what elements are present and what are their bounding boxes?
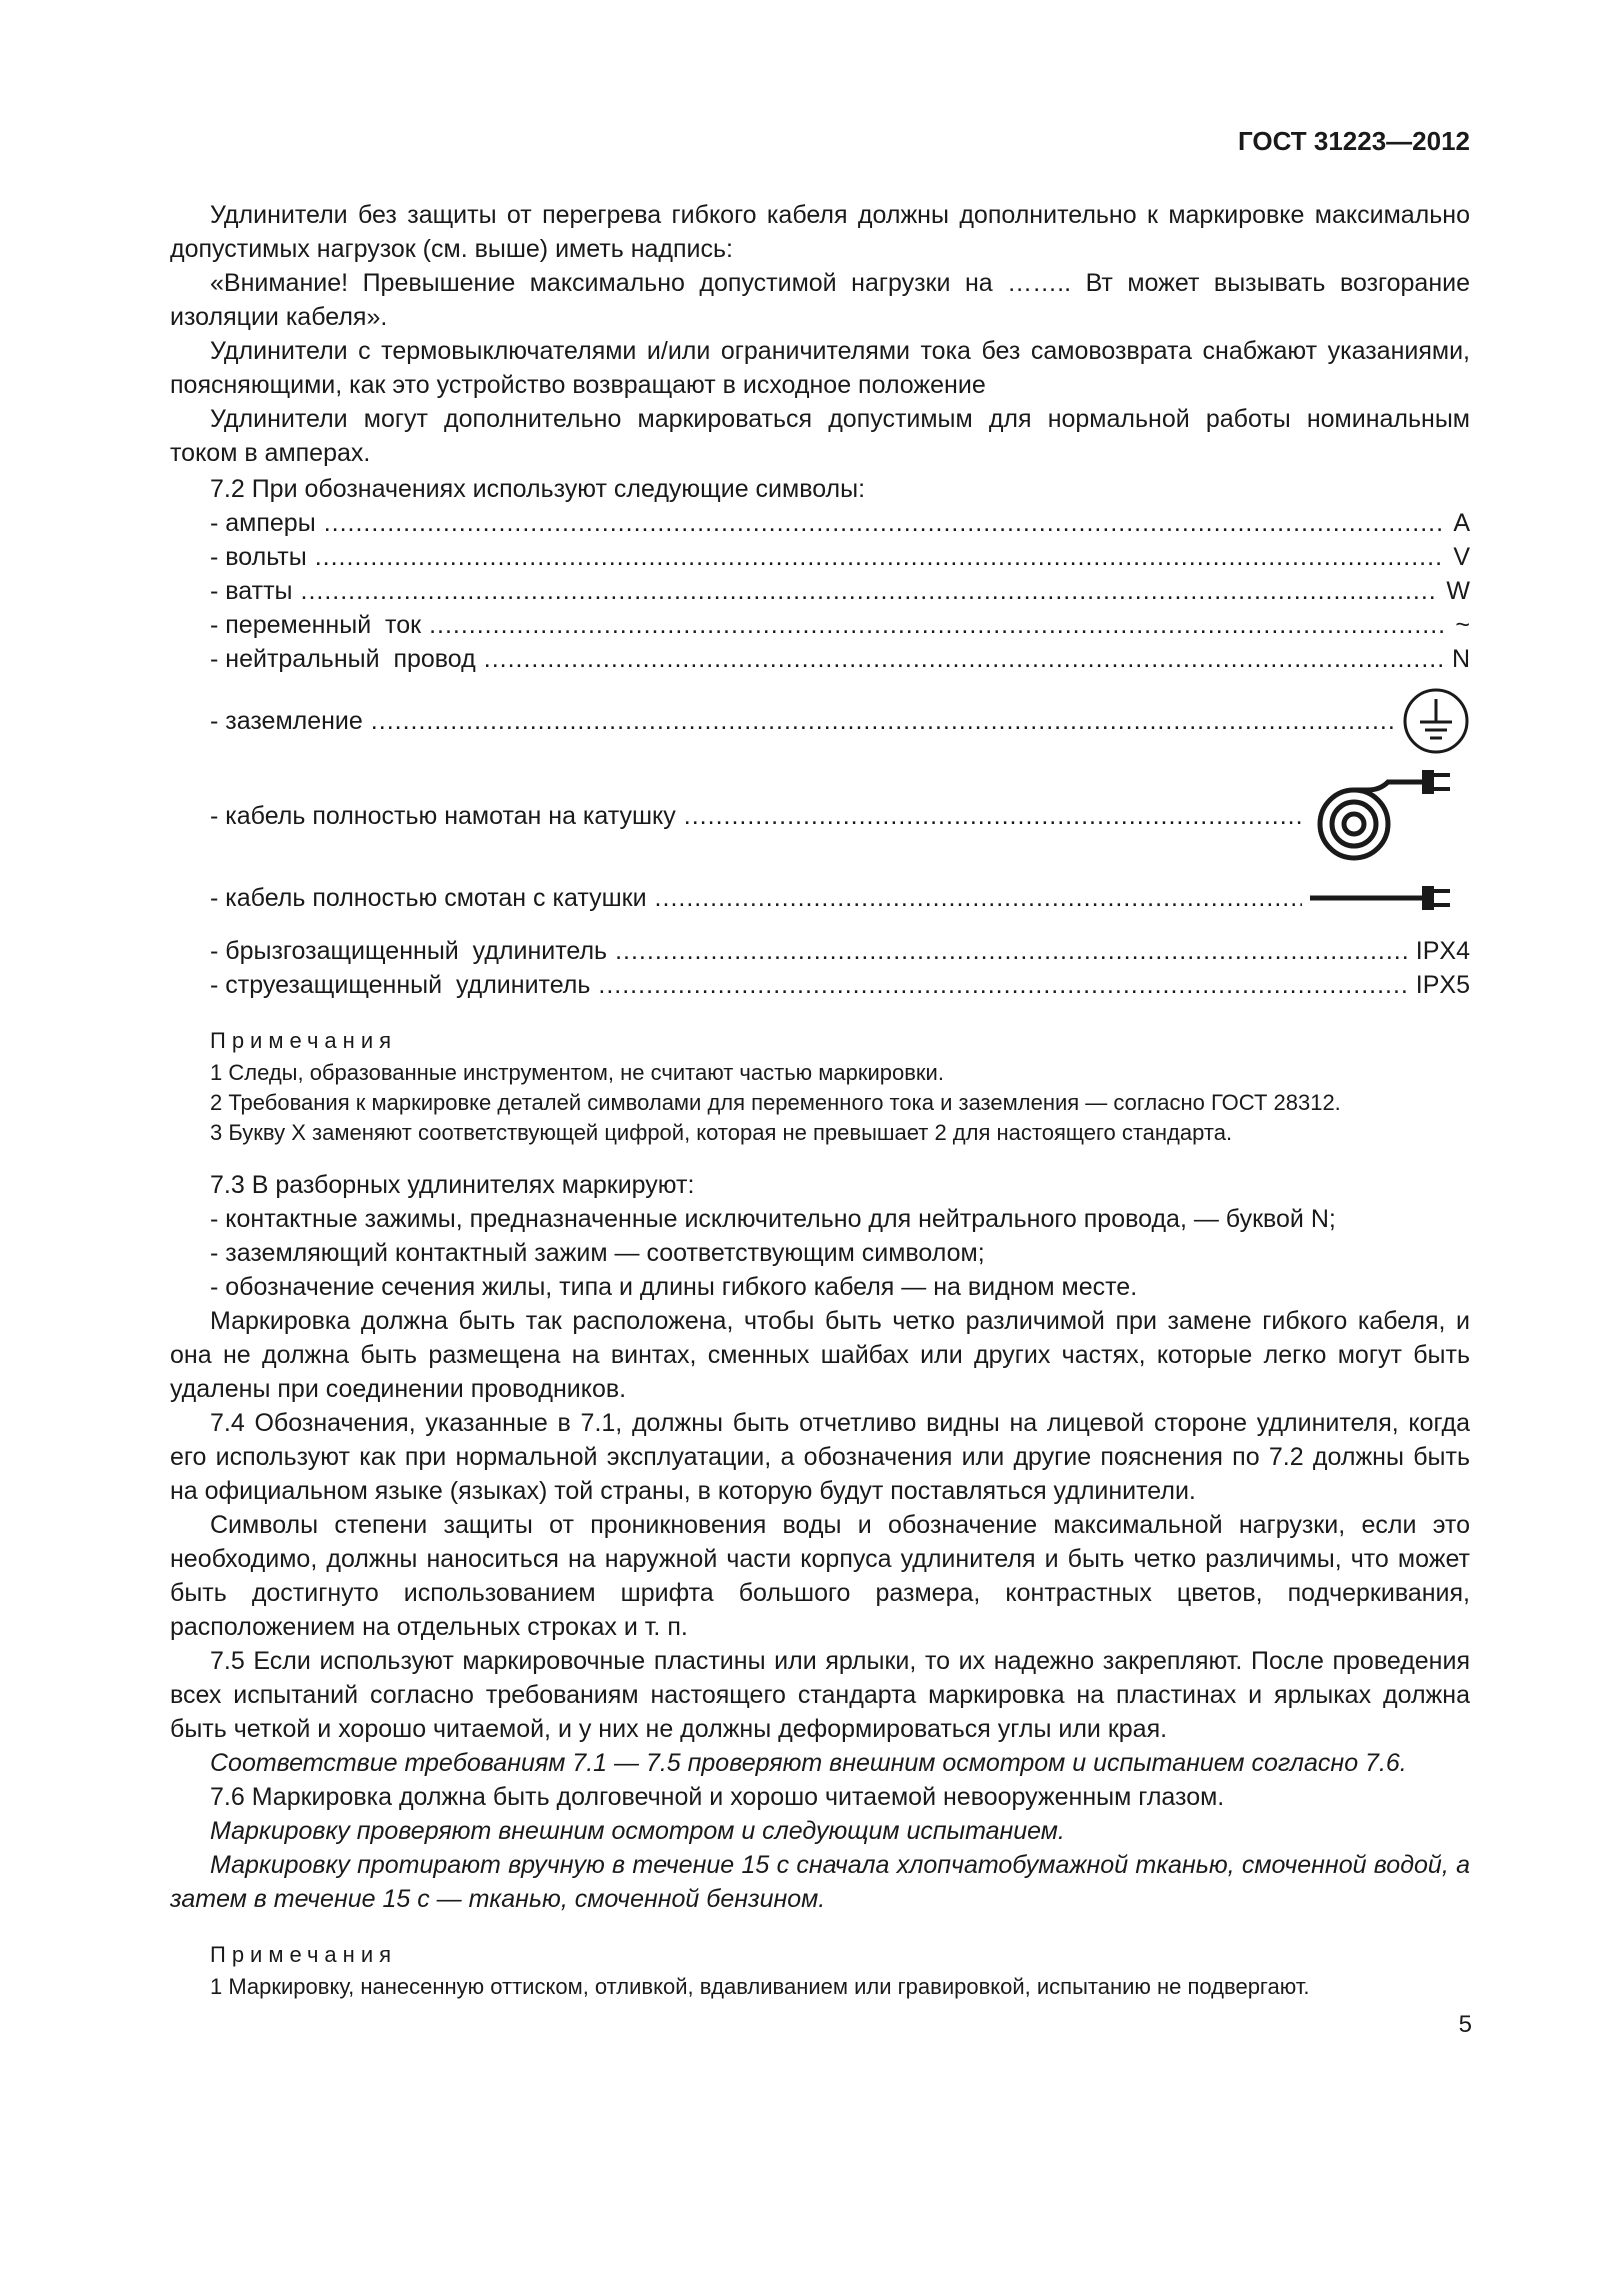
- leader-dots: [429, 608, 1447, 642]
- symbol-row-amperes: [170, 506, 1470, 540]
- symbol-value: N: [1451, 645, 1470, 673]
- leader-dots: [301, 574, 1439, 608]
- note-item: 3 Букву X заменяют соответствующей цифрой, которая не превышает 2 для настоящего стандарта.: [210, 1120, 1233, 1145]
- symbol-label: - струезащищенный удлинитель: [210, 971, 591, 999]
- paragraph: 7.5 Если используют маркировочные пластины или ярлыки, то их надежно закрепляют. После проведения всех испытаний согласно требованиям настоящего стандарта маркировка на пластинах и ярлыках должна быть четкой и хорошо читаемой, и у них не должны деформироваться углы или края.: [170, 1647, 1470, 1743]
- symbol-label: - брызгозащищенный удлинитель: [210, 937, 608, 965]
- earth-ground-icon: [1402, 687, 1470, 755]
- paragraph: «Внимание! Превышение максимально допустимой нагрузки на …….. Вт может вызывать возгорание изоляции кабеля».: [170, 269, 1470, 331]
- paragraph-italic: Соответствие требованиям 7.1 — 7.5 проверяют внешним осмотром и испытанием согласно 7.6.: [210, 1749, 1407, 1777]
- symbol-label: - переменный ток: [210, 611, 422, 639]
- note-item: 2 Требования к маркировке деталей символами для переменного тока и заземления — согласно ГОСТ 28312.: [210, 1090, 1341, 1115]
- note-item: 1 Следы, образованные инструментом, не считают частью маркировки.: [210, 1060, 944, 1085]
- section-heading: 7.3 В разборных удлинителях маркируют:: [210, 1171, 695, 1199]
- note-item: 1 Маркировку, нанесенную оттиском, отливкой, вдавливанием или гравировкой, испытанию не подвергают.: [210, 1974, 1310, 1999]
- symbol-label: - ватты: [210, 577, 293, 605]
- paragraph: Символы степени защиты от проникновения воды и обозначение максимальной нагрузки, если это необходимо, должны наноситься на наружной части корпуса удлинителя и быть четко различимы, что может быть достигнуто использованием шрифта большого размера, контрастных цветов, подчеркивания, расположением на отдельных строках и т. п.: [170, 1511, 1470, 1641]
- leader-dots: [484, 642, 1444, 676]
- cable-reel-wound-icon: [1310, 768, 1470, 864]
- leader-dots: [371, 704, 1394, 738]
- paragraph: 7.4 Обозначения, указанные в 7.1, должны быть отчетливо видны на лицевой стороне удлинителя, когда его используют как при нормальной эксплуатации, а обозначения или другие пояснения по 7.2 должны быть на официальном языке (языках) той страны, в которую будут поставляться удлинители.: [170, 1409, 1470, 1505]
- symbol-label: - кабель полностью смотан с катушки: [210, 884, 647, 912]
- leader-dots: [598, 968, 1407, 1002]
- symbol-row-volts: [170, 540, 1470, 574]
- symbol-row-ipx4: [170, 934, 1470, 968]
- symbol-row-alternating-current: [170, 608, 1470, 642]
- symbol-value: V: [1453, 543, 1470, 571]
- notes-title: Примечания: [210, 1942, 398, 1967]
- paragraph: Удлинители с термовыключателями и/или ограничителями тока без самовозврата снабжают указаниями, поясняющими, как это устройство возвращают в исходное положение: [170, 337, 1470, 399]
- list-item: - контактные зажимы, предназначенные исключительно для нейтрального провода, — буквой N;: [210, 1205, 1336, 1233]
- symbols-heading: 7.2 При обозначениях используют следующие символы:: [210, 475, 866, 503]
- paragraph-italic: Маркировку протирают вручную в течение 15 с сначала хлопчатобумажной тканью, смоченной водой, а затем в течение 15 с — тканью, смоченной бензином.: [170, 1851, 1470, 1913]
- symbol-row-ipx5: [170, 968, 1470, 1002]
- symbol-value: A: [1453, 509, 1470, 537]
- page-number: 5: [1458, 2011, 1472, 2038]
- symbol-row-watts: [170, 574, 1470, 608]
- symbol-label: - заземление: [210, 707, 363, 735]
- symbol-value: IPX5: [1415, 971, 1470, 999]
- symbol-label: - нейтральный провод: [210, 645, 476, 673]
- list-item: - заземляющий контактный зажим — соответствующим символом;: [210, 1239, 985, 1267]
- leader-dots: [315, 540, 1446, 574]
- paragraph: Удлинители могут дополнительно маркироваться допустимым для нормальной работы номинальным током в амперах.: [170, 405, 1470, 467]
- leader-dots: [655, 881, 1302, 915]
- leader-dots: [615, 934, 1408, 968]
- paragraph: Удлинители без защиты от перегрева гибкого кабеля должны дополнительно к маркировке максимально допустимых нагрузок (см. выше) иметь надпись:: [170, 201, 1470, 263]
- symbol-row-cable-wound: [170, 766, 1470, 866]
- symbol-value: W: [1446, 577, 1470, 605]
- document-id: ГОСТ 31223—2012: [1238, 126, 1470, 156]
- page-content: [170, 198, 1470, 2002]
- paragraph-italic: Маркировку проверяют внешним осмотром и следующим испытанием.: [210, 1817, 1065, 1845]
- list-item: - обозначение сечения жилы, типа и длины гибкого кабеля — на видном месте.: [210, 1273, 1138, 1301]
- symbol-value: IPX4: [1415, 937, 1470, 965]
- symbol-row-earth: [170, 682, 1470, 760]
- notes-title: Примечания: [210, 1028, 398, 1053]
- symbol-row-cable-unwound: [170, 868, 1470, 928]
- symbol-value: ~: [1455, 611, 1470, 639]
- symbol-row-neutral: [170, 642, 1470, 676]
- cable-unwound-icon: [1310, 878, 1470, 918]
- symbol-label: - кабель полностью намотан на катушку: [210, 802, 676, 830]
- paragraph: 7.6 Маркировка должна быть долговечной и хорошо читаемой невооруженным глазом.: [210, 1783, 1225, 1811]
- symbol-label: - амперы: [210, 509, 316, 537]
- symbol-label: - вольты: [210, 543, 307, 571]
- leader-dots: [324, 506, 1446, 540]
- leader-dots: [684, 799, 1302, 833]
- paragraph: Маркировка должна быть так расположена, чтобы быть четко различимой при замене гибкого кабеля, и она не должна быть размещена на винтах, сменных шайбах или других частях, которые легко могут быть удалены при соединении проводников.: [170, 1307, 1470, 1403]
